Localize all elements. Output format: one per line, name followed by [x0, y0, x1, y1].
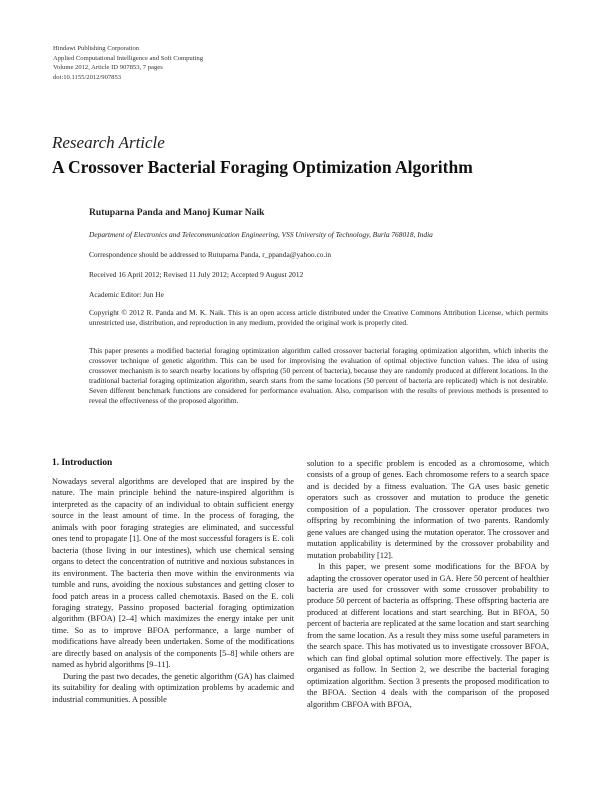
paper-title: A Crossover Bacterial Foraging Optimization Algorithm [52, 157, 473, 177]
affiliation: Department of Electronics and Telecommunication Engineering, VSS University of Technology, Burla 768018, India [89, 230, 433, 239]
volume-line: Volume 2012, Article ID 907853, 7 pages [53, 64, 163, 72]
left-column [52, 476, 294, 705]
academic-editor: Academic Editor: Jun He [89, 290, 164, 299]
history-dates: Received 16 April 2012; Revised 11 July 2012; Accepted 9 August 2012 [89, 270, 304, 279]
abstract: This paper presents a modified bacterial foraging optimization algorithm called crossover bacterial foraging optimization algorithm, which inherits the crossover technique of genetic algorithm. This can be used for improvising the evaluation of optimal objective function values. The idea of using crossover mechanism is to search nearby locations by offspring (50 percent of bacteria), because they are randomly produced at different locations. In the traditional bacterial foraging optimization algorithm, search starts from the same locations (50 percent of bacteria are replicated) which is not desirable. Seven different benchmark functions are considered for performance evaluation. Also, comparison with the results of previous methods is presented to reveal the effectiveness of the proposed algorithm. [89, 346, 548, 405]
article-type: Research Article [52, 133, 165, 152]
journal-header [53, 44, 203, 82]
section-heading: 1. Introduction [52, 458, 113, 468]
journal-line: Applied Computational Intelligence and Soft Computing [53, 54, 203, 62]
right-column [307, 458, 549, 710]
paragraph: During the past two decades, the genetic algorithm (GA) has claimed its suitability for dealing with optimization problems by academic and industrial communities. A possible [52, 671, 294, 704]
paragraph: solution to a specific problem is encoded as a chromosome, which consists of a group of genes. Each chromosome refers to a search space and is decided by a fitness evaluation. The GA uses basic genetic operators such as crossover and mutation to produce the genetic composition of a population. The crossover operator produces two offspring by recombining the information of two parents. Randomly gene values are changed using the mutation operator. The crossover and mutation applicability is determined by the crossover probability and mutation probability [12]. [307, 459, 549, 560]
authors: Rutuparna Panda and Manoj Kumar Naik [89, 207, 265, 218]
paragraph: Nowadays several algorithms are developed that are inspired by the nature. The main principle behind the nature-inspired algorithm is interpreted as the capacity of an individual to obtain sufficient energy source in the least amount of time. In the process of foraging, the animals with poor foraging strategies are eliminated, and successful ones tend to propagate [1]. One of the most successful foragers is E. coli bacteria (those living in our intestines), which use chemical sensing organs to detect the concentration of nutritive and noxious substances in its environment. The bacteria then move within the environments via tumble and runs, avoiding the noxious substances and getting closer to food patch areas in a process called chemotaxis. Based on the E. coli foraging strategy, Passino proposed bacterial foraging optimization algorithm (BFOA) [2–4] which maximizes the energy intake per unit time. So as to improve BFOA performance, a large number of modifications have already been undertaken. Some of the modifications are directly based on analysis of the components [5–8] while others are named as hybrid algorithms [9–11]. [52, 477, 294, 670]
doi-line: doi:10.1155/2012/907853 [53, 73, 122, 81]
publisher-line: Hindawi Publishing Corporation [53, 45, 140, 52]
copyright-notice: Copyright © 2012 R. Panda and M. K. Naik. This is an open access article distributed under the Creative Commons Attribution License, which permits unrestricted use, distribution, and reproduction in any medium, provided the original work is properly cited. [89, 308, 548, 327]
correspondence: Correspondence should be addressed to Rutuparna Panda, r_ppanda@yahoo.co.in [89, 250, 332, 259]
paragraph: In this paper, we present some modifications for the BFOA by adapting the crossover operator used in GA. Here 50 percent of healthier bacteria are used for crossover with some crossover probability to produce 50 percent of bacteria as offspring. These offspring bacteria are produced at different locations and start searching. But in BFOA, 50 percent of bacteria are replicated at the same location and start searching from the same location. As a result they miss some useful parameters in the search space. This has motivated us to investigate crossover BFOA, which can find global optimal solution more effectively. The paper is organised as follow. In Section 2, we describe the bacterial foraging optimization algorithm. Section 3 presents the proposed modification to the BFOA. Section 4 deals with the comparison of the proposed algorithm CBFOA with BFOA, [307, 562, 549, 709]
